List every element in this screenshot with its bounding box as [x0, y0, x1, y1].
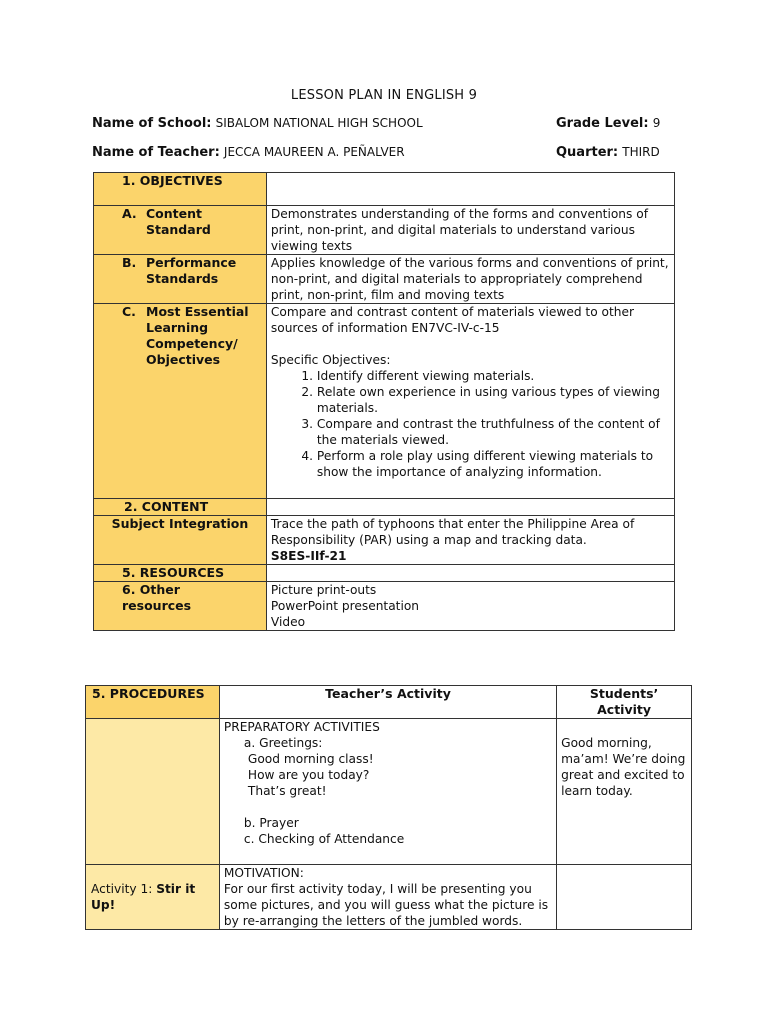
activity-prefix: Activity 1: — [91, 882, 157, 896]
melc-label-cell — [94, 304, 267, 499]
content-label-cell — [94, 499, 267, 516]
preparatory-label-cell — [86, 719, 220, 865]
list-item: PowerPoint presentation — [270, 599, 420, 613]
content-standard-text: Demonstrates understanding of the forms and conventions of print, non-print, and digital materials to understand various viewing texts — [266, 206, 674, 255]
teacher-value: JECCA MAUREEN A. PEÑALVER — [223, 145, 405, 159]
activity-name: Stir it Up! — [91, 882, 196, 912]
greeting-line: How are you today? — [247, 768, 370, 782]
list-item: 4. Perform a role play using different viewing materials to show the importance of analyzing information. — [317, 448, 670, 480]
content-standard-num: A. — [122, 206, 137, 221]
specific-objectives-label: Specific Objectives: — [270, 353, 391, 367]
melc-content-cell — [266, 304, 674, 499]
quarter-value: THIRD — [622, 145, 660, 159]
melc-label: Most Essential Learning Competency/ Objectives — [146, 304, 249, 367]
list-item: 3. Compare and contrast the truthfulness of the content of the materials viewed. — [317, 416, 670, 448]
procedures-header: 5. PROCEDURES — [86, 686, 220, 719]
greetings-item: a. Greetings: — [243, 736, 323, 750]
performance-num: B. — [122, 255, 137, 270]
preparatory-cell — [219, 719, 556, 865]
performance-label: Performance Standards — [146, 255, 237, 286]
subject-integration-text: Trace the path of typhoons that enter the Philippine Area of Responsibility (PAR) using a map and tracking data. — [270, 517, 635, 547]
list-item: Video — [270, 615, 306, 629]
table-row — [86, 719, 692, 865]
table-row — [94, 499, 675, 516]
grade-level — [556, 116, 660, 131]
table-row — [94, 255, 675, 304]
specific-objectives-list — [271, 368, 670, 480]
grade-label: Grade Level: — [556, 116, 649, 131]
objectives-label: 1. OBJECTIVES — [122, 173, 223, 188]
subject-integration-label: Subject Integration — [94, 516, 267, 565]
preparatory-title: PREPARATORY ACTIVITIES — [223, 720, 380, 734]
greeting-lines — [224, 751, 552, 799]
content-standard-label: Content Standard — [146, 206, 211, 237]
lesson-plan-table — [93, 172, 675, 631]
resources-value-cell — [266, 565, 674, 582]
table-row — [94, 516, 675, 565]
greeting-line: Good morning class! — [247, 752, 374, 766]
attendance-item: c. Checking of Attendance — [243, 832, 405, 846]
content-standard-label-cell — [94, 206, 267, 255]
list-item: Picture print-outs — [270, 583, 377, 597]
activity-label-cell — [86, 865, 220, 930]
grade-value: 9 — [652, 116, 661, 130]
table-row — [94, 582, 675, 631]
motivation-students-cell — [557, 865, 692, 930]
table-row — [94, 565, 675, 582]
other-resources-label-cell — [94, 582, 267, 631]
motivation-cell — [219, 865, 556, 930]
content-label: 2. CONTENT — [124, 499, 209, 514]
table-row — [94, 206, 675, 255]
teacher-label: Name of Teacher: — [92, 145, 220, 160]
objectives-label-cell — [94, 173, 267, 206]
motivation-title: MOTIVATION: — [223, 866, 304, 880]
document-title: LESSON PLAN IN ENGLISH 9 — [290, 88, 478, 103]
list-item: 2. Relate own experience in using various types of viewing materials. — [317, 384, 670, 416]
students-activity-header: Students’ Activity — [557, 686, 692, 719]
motivation-text: For our first activity today, I will be presenting you some pictures, and you will guess what the picture is by re-arranging the letters of the jumbled words. — [223, 882, 549, 928]
teacher-row — [92, 145, 672, 160]
table-row — [94, 304, 675, 499]
teachers-activity-header: Teacher’s Activity — [219, 686, 556, 719]
school-value: SIBALOM NATIONAL HIGH SCHOOL — [215, 116, 423, 130]
school-row — [92, 116, 672, 131]
procedures-table — [85, 685, 692, 930]
quarter-label: Quarter: — [556, 145, 619, 160]
greeting-line: That’s great! — [247, 784, 327, 798]
other-resources-label: 6. Other resources — [122, 582, 192, 613]
quarter — [556, 145, 660, 160]
other-resources-cell — [266, 582, 674, 631]
table-row — [86, 865, 692, 930]
melc-text: Compare and contrast content of materials viewed to other sources of information EN7VC-IV-c-15 — [270, 305, 635, 335]
melc-num: C. — [122, 304, 136, 319]
subject-integration-cell — [266, 516, 674, 565]
prayer-item: b. Prayer — [243, 816, 299, 830]
table-row — [94, 173, 675, 206]
resources-label: 5. RESOURCES — [122, 565, 225, 580]
objectives-value-cell — [266, 173, 674, 206]
subject-integration-code: S8ES-IIf-21 — [270, 549, 347, 563]
resources-label-cell — [94, 565, 267, 582]
table-row — [86, 686, 692, 719]
performance-label-cell — [94, 255, 267, 304]
school-label: Name of School: — [92, 116, 212, 131]
performance-text: Applies knowledge of the various forms and conventions of print, non-print, and digital materials to appropriately comprehend print, non-print, film and moving texts — [266, 255, 674, 304]
students-response: Good morning, ma’am! We’re doing great and excited to learn today. — [557, 719, 692, 865]
content-value-cell — [266, 499, 674, 516]
list-item: 1. Identify different viewing materials. — [317, 368, 670, 384]
